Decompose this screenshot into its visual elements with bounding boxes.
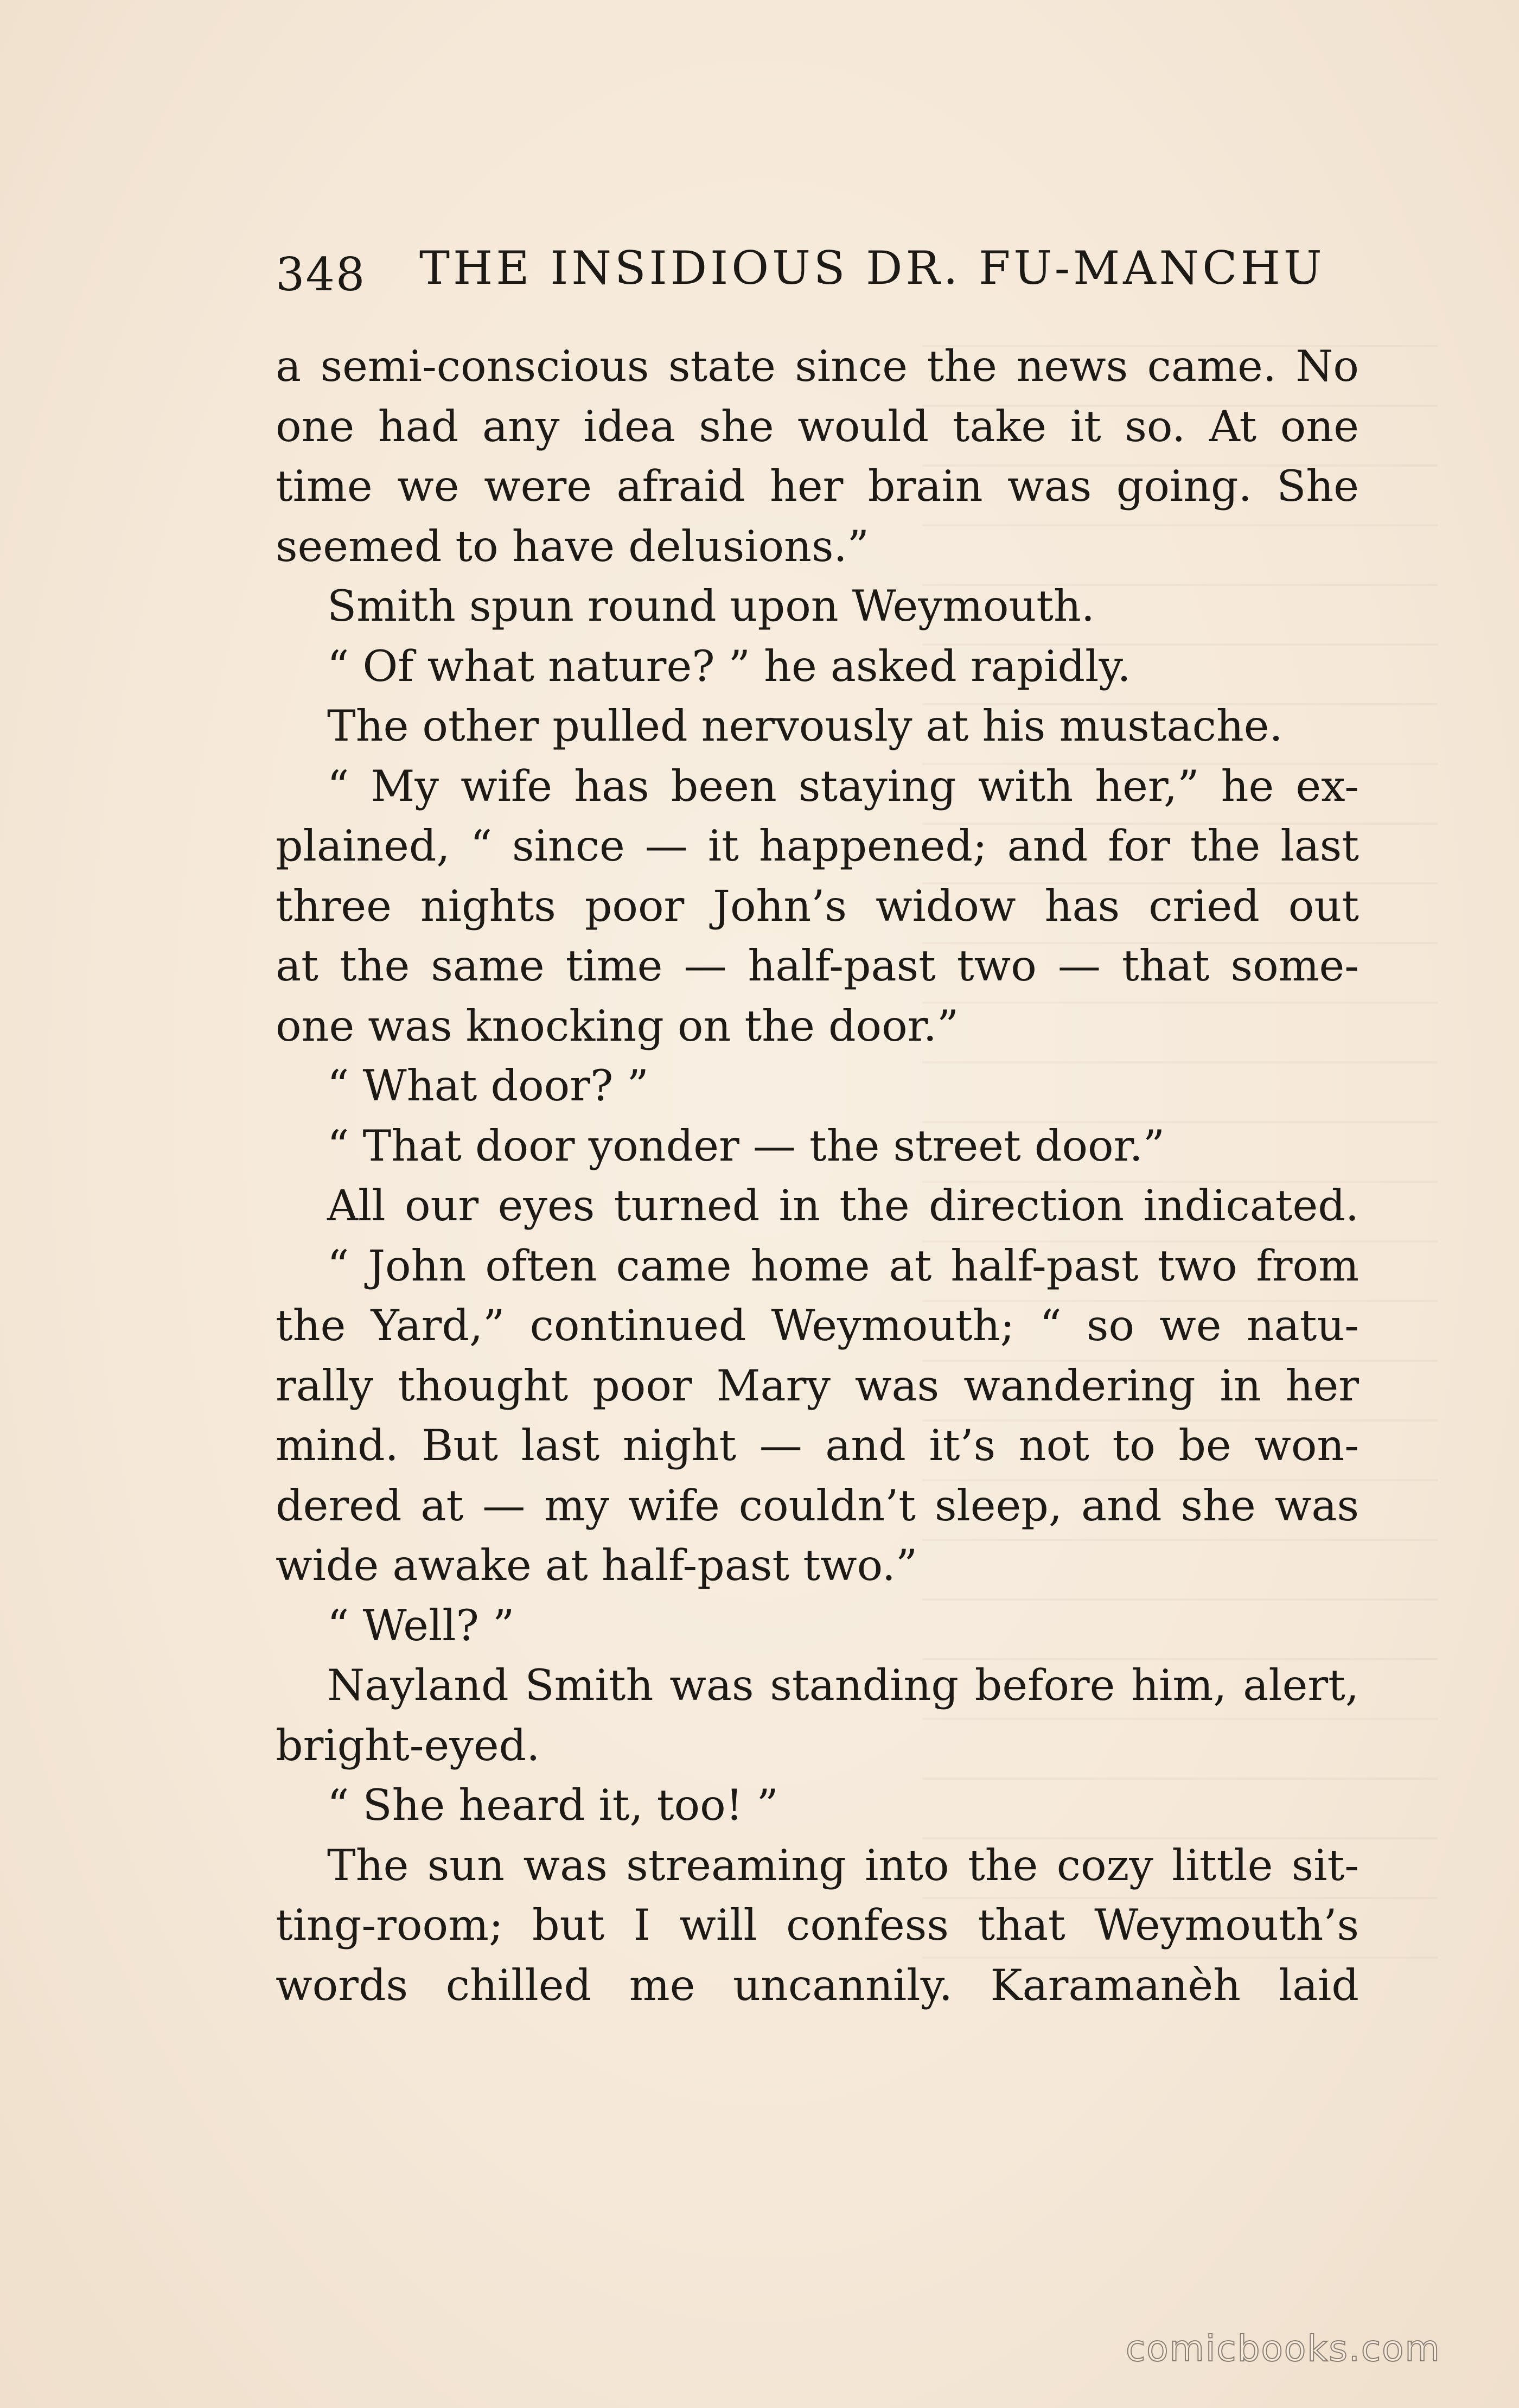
body-text xyxy=(276,336,1359,2015)
text-line: ting-room; but I will confess that Weymouth’s xyxy=(276,1900,1359,1950)
text-line: bright-eyed. xyxy=(276,1720,540,1770)
text-line: dered at — my wife couldn’t sleep, and she was xyxy=(276,1480,1359,1531)
watermark: comicbooks.com xyxy=(1126,2328,1441,2369)
text-line: seemed to have delusions.” xyxy=(276,521,870,571)
page-number: 348 xyxy=(276,248,366,301)
text-line: time we were afraid her brain was going. She xyxy=(276,461,1359,511)
text-line: words chilled me uncannily. Karamanèh laid xyxy=(276,1960,1359,2010)
text-line: three nights poor John’s widow has cried out xyxy=(276,881,1359,931)
text-line: plained, “ since — it happened; and for the last xyxy=(276,821,1359,871)
text-line: “ Well? ” xyxy=(327,1600,515,1651)
text-line: a semi-conscious state since the news came. No xyxy=(276,341,1359,391)
text-line: rally thought poor Mary was wandering in her xyxy=(276,1360,1359,1411)
text-line: The sun was streaming into the cozy little sit- xyxy=(327,1840,1359,1890)
text-line: the Yard,” continued Weymouth; “ so we natu- xyxy=(276,1301,1359,1350)
text-line: “ Of what nature? ” he asked rapidly. xyxy=(327,641,1131,691)
text-line: Smith spun round upon Weymouth. xyxy=(327,581,1095,631)
text-line: “ My wife has been staying with her,” he ex- xyxy=(327,761,1359,811)
text-line: one was knocking on the door.” xyxy=(276,1001,959,1051)
text-line: “ John often came home at half-past two from xyxy=(327,1240,1359,1291)
text-line: “ What door? ” xyxy=(327,1061,649,1111)
running-title: THE INSIDIOUS DR. FU-MANCHU xyxy=(419,241,1325,295)
text-line: mind. But last night — and it’s not to be won- xyxy=(276,1420,1359,1470)
text-line: at the same time — half-past two — that some- xyxy=(276,941,1359,991)
text-line: “ She heard it, too! ” xyxy=(327,1780,778,1830)
text-line: All our eyes turned in the direction indicated. xyxy=(327,1181,1359,1231)
text-line: The other pulled nervously at his mustache. xyxy=(327,701,1283,751)
text-line: “ That door yonder — the street door.” xyxy=(327,1120,1165,1171)
text-line: wide awake at half-past two.” xyxy=(276,1540,918,1590)
page-header xyxy=(276,241,1325,301)
text-line: one had any idea she would take it so. At one xyxy=(276,401,1359,451)
text-line: Nayland Smith was standing before him, alert, xyxy=(327,1660,1359,1710)
